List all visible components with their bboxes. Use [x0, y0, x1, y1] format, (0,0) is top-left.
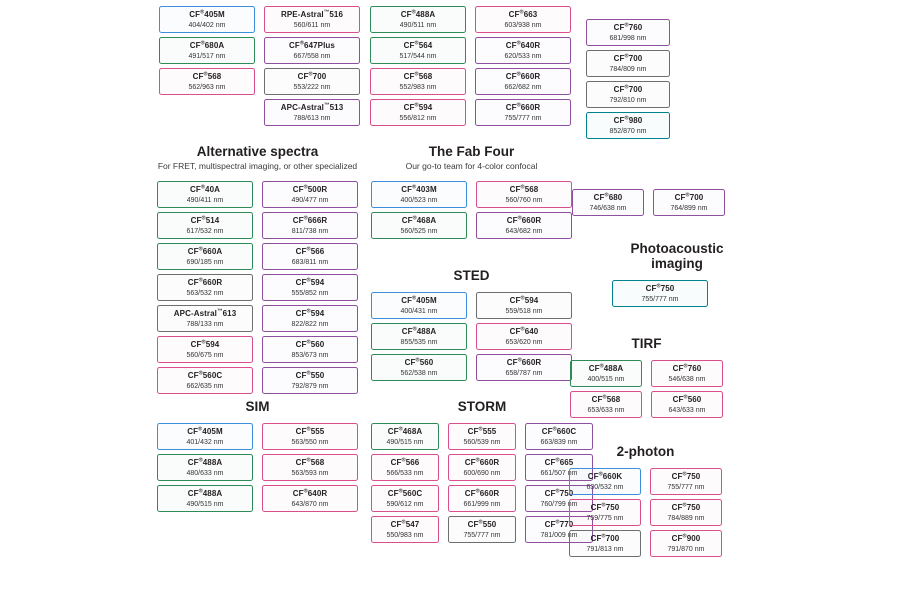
dye-chip[interactable] — [159, 37, 255, 64]
dye-spectra: 490/511 nm — [399, 21, 437, 29]
dye-name: CF®660R — [464, 456, 500, 467]
dye-spectra: 658/787 nm — [505, 369, 543, 377]
dye-spectra: 784/809 nm — [609, 65, 647, 73]
dye-name: CF®680A — [189, 39, 225, 50]
dye-name: CF®660A — [187, 245, 223, 256]
chip-column — [476, 292, 572, 381]
dye-name: APC-Astral™613 — [173, 307, 237, 318]
dye-chip[interactable] — [262, 274, 358, 301]
dye-name: CF®566 — [295, 245, 325, 256]
dye-chip[interactable] — [569, 499, 641, 526]
dye-spectra: 792/810 nm — [609, 96, 647, 104]
dye-spectra: 546/638 nm — [668, 375, 706, 383]
dye-spectra: 662/682 nm — [504, 83, 542, 91]
dye-name: CF®488A — [187, 487, 223, 498]
dye-spectra: 661/507 nm — [540, 469, 578, 477]
dye-chip[interactable] — [371, 354, 467, 381]
dye-spectra: 653/633 nm — [587, 406, 625, 414]
group-subtitle-alternative-spectra: For FRET, multispectral imaging, or other specialized — [157, 161, 358, 171]
dye-chip[interactable] — [157, 243, 253, 270]
chip-column — [157, 181, 253, 394]
dye-chip[interactable] — [159, 68, 255, 95]
dye-spectra: 603/938 nm — [504, 21, 542, 29]
dye-name: CF®660R — [464, 487, 500, 498]
chip-columns — [157, 423, 358, 512]
chip-column — [371, 292, 467, 381]
dye-spectra: 550/983 nm — [386, 531, 424, 539]
dye-name: CF®666R — [292, 214, 328, 225]
dye-chip[interactable] — [371, 292, 467, 319]
chip-column — [371, 423, 439, 543]
dye-name: CF®700 — [674, 191, 704, 202]
dye-name: CF®488A — [187, 456, 223, 467]
dye-name: CF®760 — [613, 21, 643, 32]
dye-name: CF®750 — [544, 487, 574, 498]
chip-columns — [572, 189, 725, 216]
dye-chip[interactable] — [370, 99, 466, 126]
dye-chip[interactable] — [475, 6, 571, 33]
chip-column — [157, 423, 253, 512]
dye-chip[interactable] — [651, 391, 723, 418]
dye-name: CF®660C — [541, 425, 577, 436]
dye-chip[interactable] — [476, 212, 572, 239]
dye-name: CF®560C — [387, 487, 423, 498]
dye-chip[interactable] — [157, 454, 253, 481]
dye-chip[interactable] — [262, 423, 358, 450]
dye-name: CF®594 — [403, 101, 433, 112]
dye-spectra: 555/852 nm — [291, 289, 329, 297]
group-alternative-spectra — [157, 144, 358, 394]
dye-name: CF®568 — [403, 70, 433, 81]
dye-chip[interactable] — [371, 423, 439, 450]
group-title-tirf: TIRF — [631, 336, 662, 351]
dye-spectra: 490/411 nm — [186, 196, 224, 204]
dye-chip[interactable] — [159, 6, 255, 33]
dye-name: CF®403M — [401, 183, 437, 194]
dye-name: CF®405M — [401, 294, 437, 305]
dye-spectra: 560/675 nm — [186, 351, 224, 359]
dye-spectra: 490/477 nm — [291, 196, 329, 204]
chip-column — [159, 6, 255, 126]
dye-spectra: 643/870 nm — [291, 500, 329, 508]
group-title-two-photon: 2-photon — [616, 444, 675, 459]
dye-chip[interactable] — [612, 280, 708, 307]
dye-chip[interactable] — [157, 305, 253, 332]
dye-name: CF®547 — [390, 518, 420, 529]
group-title-photoacoustic: Photoacoustic imaging — [630, 241, 724, 271]
dye-spectra: 784/889 nm — [667, 514, 705, 522]
dye-name: CF®488A — [401, 325, 437, 336]
dye-spectra: 400/515 nm — [587, 375, 625, 383]
dye-spectra: 755/777 nm — [667, 483, 705, 491]
group-two-photon — [569, 444, 722, 557]
chip-column — [370, 6, 466, 126]
dye-chip[interactable] — [264, 6, 360, 33]
dye-name: CF®568 — [192, 70, 222, 81]
chip-columns — [371, 292, 572, 381]
dye-name: CF®405M — [187, 425, 223, 436]
dye-spectra: 400/523 nm — [400, 196, 438, 204]
dye-spectra: 667/558 nm — [293, 52, 331, 60]
dye-chip[interactable] — [476, 292, 572, 319]
dye-chip[interactable] — [570, 360, 642, 387]
dye-name: CF®980 — [613, 114, 643, 125]
dye-spectra: 643/633 nm — [668, 406, 706, 414]
dye-name: CF®560C — [187, 369, 223, 380]
group-top-mid — [370, 6, 571, 126]
dye-name: CF®660R — [505, 70, 541, 81]
dye-chip[interactable] — [572, 189, 644, 216]
dye-spectra: 755/777 nm — [463, 531, 501, 539]
group-storm — [371, 399, 593, 543]
dye-spectra: 760/799 nm — [540, 500, 578, 508]
dye-name: CF®700 — [613, 83, 643, 94]
dye-chip[interactable] — [569, 530, 641, 557]
dye-name: CF®488A — [400, 8, 436, 19]
dye-spectra: 560/525 nm — [400, 227, 438, 235]
dye-chip[interactable] — [475, 68, 571, 95]
chip-column — [475, 6, 571, 126]
dye-name: CF®640 — [509, 325, 539, 336]
dye-chip[interactable] — [475, 99, 571, 126]
chip-columns — [371, 181, 572, 239]
dye-name: CF®566 — [390, 456, 420, 467]
chip-column — [653, 189, 725, 216]
dye-name: CF®405M — [189, 8, 225, 19]
dye-chip[interactable] — [157, 274, 253, 301]
chip-columns — [612, 280, 742, 307]
dye-name: CF®640R — [505, 39, 541, 50]
dye-name: CF®660R — [506, 356, 542, 367]
dye-spectra: 562/963 nm — [188, 83, 226, 91]
dye-chip[interactable] — [157, 423, 253, 450]
chip-columns — [569, 468, 722, 557]
dye-name: CF®680 — [593, 191, 623, 202]
dye-chip[interactable] — [448, 454, 516, 481]
chip-column — [262, 181, 358, 394]
dye-spectra: 653/620 nm — [505, 338, 543, 346]
dye-name: CF®555 — [467, 425, 497, 436]
chip-columns — [370, 6, 571, 126]
dye-spectra: 759/775 nm — [586, 514, 624, 522]
dye-spectra: 553/222 nm — [293, 83, 331, 91]
dye-name: CF®560 — [672, 393, 702, 404]
dye-chip[interactable] — [651, 360, 723, 387]
dye-spectra: 663/839 nm — [540, 438, 578, 446]
dye-chip[interactable] — [262, 243, 358, 270]
dye-chip[interactable] — [650, 468, 722, 495]
dye-name: CF®700 — [590, 532, 620, 543]
chip-columns — [159, 6, 360, 126]
dye-spectra: 662/635 nm — [186, 382, 224, 390]
dye-chip[interactable] — [586, 81, 670, 108]
dye-name: CF®564 — [403, 39, 433, 50]
group-sted — [371, 268, 572, 381]
dye-spectra: 560/539 nm — [463, 438, 501, 446]
dye-name: CF®660R — [187, 276, 223, 287]
dye-chip[interactable] — [264, 68, 360, 95]
chip-columns — [371, 423, 593, 543]
dye-name: CF®750 — [645, 282, 675, 293]
dye-spectra: 811/738 nm — [291, 227, 329, 235]
dye-name: CF®568 — [591, 393, 621, 404]
dye-spectra: 566/533 nm — [386, 469, 424, 477]
dye-chip[interactable] — [370, 37, 466, 64]
dye-spectra: 560/760 nm — [505, 196, 543, 204]
dye-chip[interactable] — [262, 212, 358, 239]
chip-column — [476, 181, 572, 239]
dye-chip[interactable] — [262, 305, 358, 332]
chip-columns — [157, 181, 358, 394]
group-top-right — [586, 19, 670, 139]
dye-name: CF®750 — [671, 470, 701, 481]
dye-name: CF®594 — [509, 294, 539, 305]
dye-spectra: 563/593 nm — [291, 469, 329, 477]
chip-column — [651, 360, 723, 418]
dye-spectra: 681/998 nm — [609, 34, 647, 42]
group-title-fab-four: The Fab Four — [428, 144, 515, 159]
dye-name: CF®660R — [505, 101, 541, 112]
dye-chip[interactable] — [371, 323, 467, 350]
chip-column — [448, 423, 516, 543]
dye-spectra: 401/432 nm — [186, 438, 224, 446]
dye-chip[interactable] — [371, 485, 439, 512]
dye-name: CF®640R — [292, 487, 328, 498]
dye-spectra: 855/535 nm — [400, 338, 438, 346]
dye-spectra: 822/822 nm — [291, 320, 329, 328]
dye-name: CF®900 — [671, 532, 701, 543]
dye-chip[interactable] — [586, 112, 670, 139]
dye-chip[interactable] — [371, 454, 439, 481]
dye-name: CF®550 — [467, 518, 497, 529]
chip-columns — [586, 19, 670, 139]
dye-chip[interactable] — [448, 516, 516, 543]
dye-spectra: 620/533 nm — [504, 52, 542, 60]
chip-column — [569, 468, 641, 557]
dye-name: CF®750 — [590, 501, 620, 512]
dye-spectra: 617/532 nm — [186, 227, 224, 235]
dye-spectra: 562/538 nm — [400, 369, 438, 377]
dye-spectra: 746/638 nm — [589, 204, 627, 212]
group-subtitle-fab-four: Our go-to team for 4-color confocal — [405, 161, 538, 171]
dye-name: CF®750 — [671, 501, 701, 512]
dye-chip[interactable] — [371, 212, 467, 239]
dye-chip[interactable] — [157, 485, 253, 512]
dye-chip[interactable] — [157, 367, 253, 394]
dye-name: CF®568 — [295, 456, 325, 467]
group-photoacoustic — [612, 241, 742, 307]
dye-spectra: 600/690 nm — [463, 469, 501, 477]
chip-column — [371, 181, 467, 239]
dye-name: CF®770 — [544, 518, 574, 529]
dye-spectra: 755/777 nm — [504, 114, 542, 122]
dye-spectra: 400/431 nm — [400, 307, 438, 315]
dye-name: CF®594 — [190, 338, 220, 349]
dye-chip[interactable] — [448, 485, 516, 512]
dye-spectra: 755/777 nm — [641, 295, 679, 303]
dye-chip[interactable] — [475, 37, 571, 64]
dye-name: CF®500R — [292, 183, 328, 194]
group-top-left — [159, 6, 360, 126]
group-title-sim: SIM — [245, 399, 270, 414]
dye-chip[interactable] — [371, 516, 439, 543]
dye-spectra: 764/899 nm — [670, 204, 708, 212]
dye-name: CF®647Plus — [289, 39, 335, 50]
dye-name: CF®468A — [387, 425, 423, 436]
dye-name: CF®760 — [672, 362, 702, 373]
dye-name: CF®700 — [297, 70, 327, 81]
dye-name: CF®560 — [404, 356, 434, 367]
dye-spectra: 788/133 nm — [186, 320, 224, 328]
dye-chip[interactable] — [262, 454, 358, 481]
dye-spectra: 480/633 nm — [186, 469, 224, 477]
dye-spectra: 491/517 nm — [188, 52, 226, 60]
dye-name: CF®550 — [295, 369, 325, 380]
dye-chip[interactable] — [371, 181, 467, 208]
dye-name: CF®514 — [190, 214, 220, 225]
dye-chip[interactable] — [650, 499, 722, 526]
dye-spectra: 563/532 nm — [186, 289, 224, 297]
dye-spectra: 517/544 nm — [399, 52, 437, 60]
dye-chip[interactable] — [586, 50, 670, 77]
dye-name: CF®700 — [613, 52, 643, 63]
dye-spectra: 590/612 nm — [386, 500, 424, 508]
dye-name: CF®488A — [588, 362, 624, 373]
group-title-alternative-spectra: Alternative spectra — [196, 144, 319, 159]
dye-chip[interactable] — [650, 530, 722, 557]
group-fab-four — [371, 144, 572, 239]
dye-name: CF®594 — [295, 276, 325, 287]
dye-spectra: 661/999 nm — [463, 500, 501, 508]
group-title-storm: STORM — [457, 399, 507, 414]
dye-spectra: 791/813 nm — [586, 545, 624, 553]
dye-chip[interactable] — [262, 485, 358, 512]
dye-spectra: 559/518 nm — [505, 307, 543, 315]
dye-spectra: 552/983 nm — [399, 83, 437, 91]
dye-spectra: 560/611 nm — [293, 21, 331, 29]
dye-chip[interactable] — [476, 181, 572, 208]
group-title-sted: STED — [453, 268, 490, 283]
dye-chip[interactable] — [370, 6, 466, 33]
dye-spectra: 853/673 nm — [291, 351, 329, 359]
dye-spectra: 630/532 nm — [586, 483, 624, 491]
dye-name: CF®660R — [506, 214, 542, 225]
dye-spectra: 556/812 nm — [399, 114, 437, 122]
dye-name: CF®594 — [295, 307, 325, 318]
dye-spectra: 643/682 nm — [505, 227, 543, 235]
dye-chip[interactable] — [262, 181, 358, 208]
dye-name: CF®560 — [295, 338, 325, 349]
dye-name: CF®665 — [544, 456, 574, 467]
chip-column — [262, 423, 358, 512]
dye-chip[interactable] — [370, 68, 466, 95]
dye-chip[interactable] — [262, 367, 358, 394]
group-pa-top-row — [572, 189, 725, 216]
dye-chip[interactable] — [586, 19, 670, 46]
dye-chip[interactable] — [157, 212, 253, 239]
dye-chip[interactable] — [157, 336, 253, 363]
group-sim — [157, 399, 358, 512]
chip-column — [650, 468, 722, 557]
dye-spectra: 791/870 nm — [667, 545, 705, 553]
dye-spectra: 683/811 nm — [291, 258, 329, 266]
dye-spectra: 404/402 nm — [188, 21, 226, 29]
dye-chip[interactable] — [157, 181, 253, 208]
dye-name: CF®663 — [508, 8, 538, 19]
dye-chip[interactable] — [569, 468, 641, 495]
dye-name: CF®468A — [401, 214, 437, 225]
dye-spectra: 788/613 nm — [293, 114, 331, 122]
chip-column — [612, 280, 708, 307]
chip-column — [264, 6, 360, 126]
dye-spectra: 690/185 nm — [186, 258, 224, 266]
dye-chip[interactable] — [264, 99, 360, 126]
dye-name: RPE-Astral™516 — [280, 8, 344, 19]
dye-spectra: 490/515 nm — [386, 438, 424, 446]
dye-name: CF®660K — [587, 470, 623, 481]
dye-spectra: 852/870 nm — [609, 127, 647, 135]
dye-spectra: 490/515 nm — [186, 500, 224, 508]
dye-name: CF®555 — [295, 425, 325, 436]
dye-chip[interactable] — [476, 354, 572, 381]
dye-chip[interactable] — [264, 37, 360, 64]
dye-name: CF®568 — [509, 183, 539, 194]
dye-spectra: 781/009 nm — [540, 531, 578, 539]
dye-chip[interactable] — [262, 336, 358, 363]
dye-name: APC-Astral™513 — [280, 101, 344, 112]
chip-column — [586, 19, 670, 139]
dye-chip[interactable] — [448, 423, 516, 450]
dye-name: CF®40A — [189, 183, 220, 194]
dye-chip[interactable] — [476, 323, 572, 350]
dye-chip[interactable] — [653, 189, 725, 216]
chip-column — [572, 189, 644, 216]
dye-spectra: 792/879 nm — [291, 382, 329, 390]
dye-spectra: 563/550 nm — [291, 438, 329, 446]
